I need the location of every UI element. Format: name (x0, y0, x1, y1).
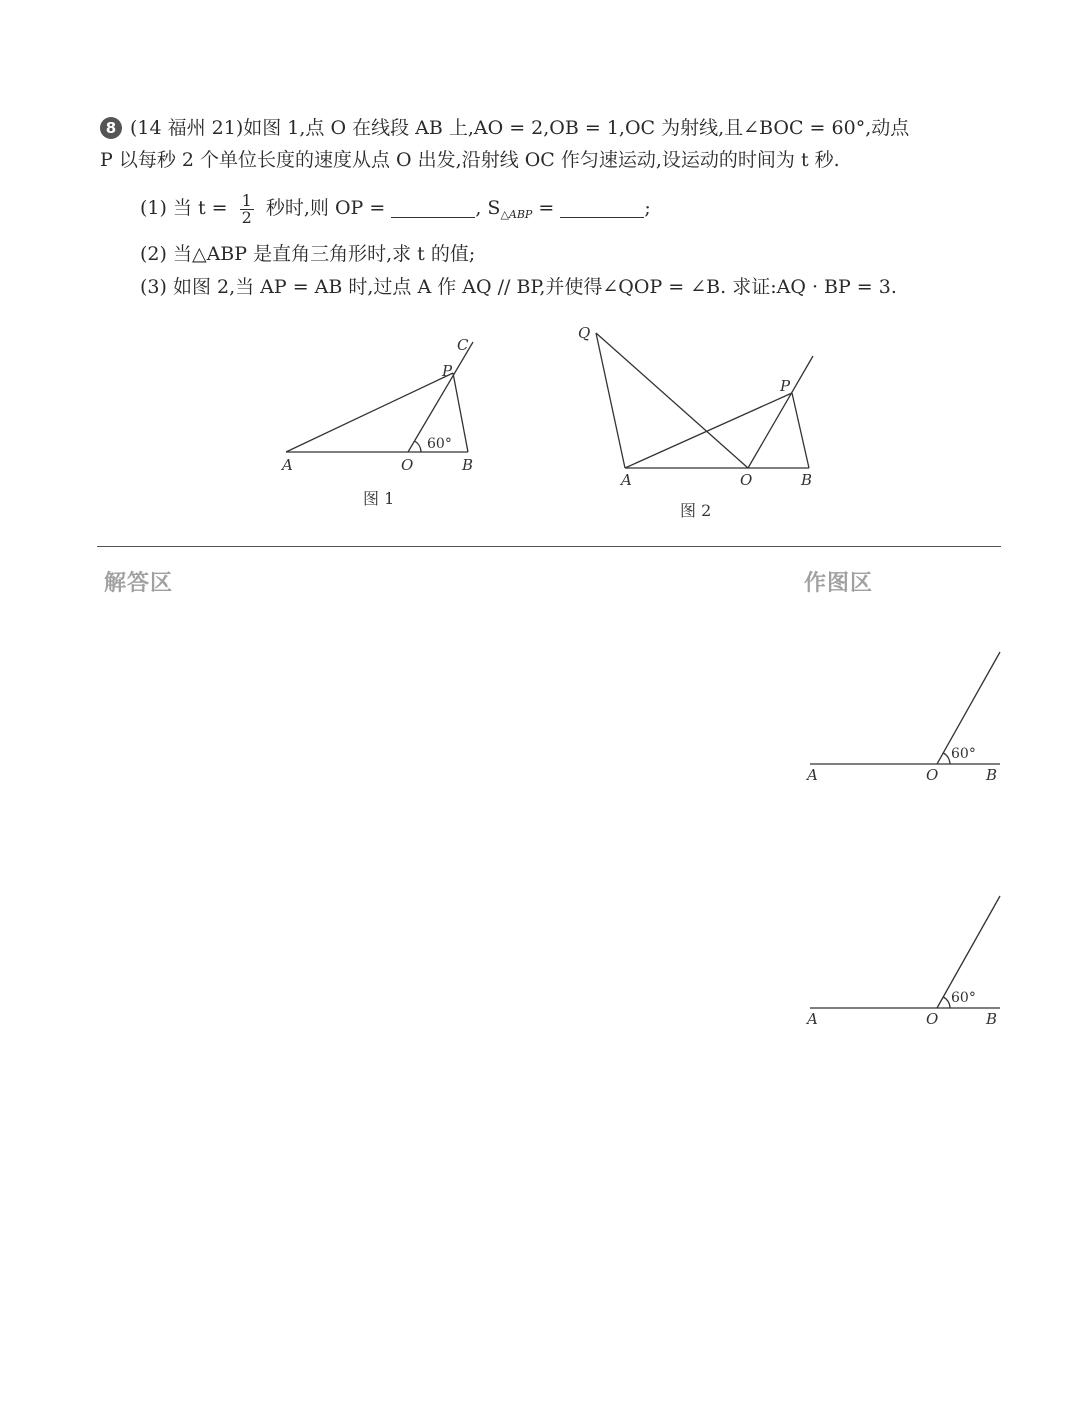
fig2-label-q: Q (578, 324, 591, 342)
q1-text-a: (1) 当 t = (140, 197, 228, 219)
figure-1 (270, 330, 500, 520)
segment-pb (792, 393, 809, 468)
segment-pb (453, 373, 468, 452)
q1-text-c: , S (475, 197, 501, 219)
question-2: (2) 当△ABP 是直角三角形时,求 t 的值; (140, 243, 476, 265)
drawing-figure-1[interactable] (800, 640, 1010, 800)
answer-blank-area[interactable] (560, 197, 644, 218)
q1-text-d: = (538, 197, 555, 219)
draw2-label-o: O (926, 1010, 939, 1028)
drawing-angle-arc (943, 753, 950, 764)
draw2-label-a: A (807, 1010, 818, 1028)
q1-text-e: ; (644, 197, 651, 219)
drawing-area-title: 作图区 (804, 571, 874, 596)
fig1-label-p: P (442, 362, 453, 380)
fig2-label-b: B (801, 471, 813, 489)
fig2-label-a: A (621, 471, 632, 489)
fig1-label-b: B (462, 456, 474, 474)
problem-number-badge: 8 (100, 117, 122, 139)
q1-subscript: △ABP (500, 208, 533, 221)
draw1-label-b: B (986, 766, 998, 784)
answer-area-title: 解答区 (104, 571, 174, 596)
question-3: (3) 如图 2,当 AP = AB 时,过点 A 作 AQ // BP,并使得∠QOP = ∠B. 求证:AQ · BP = 3. (140, 276, 897, 298)
drawing-figure-2[interactable] (800, 884, 1010, 1044)
section-divider (97, 546, 1001, 547)
answer-area[interactable] (100, 610, 780, 1370)
draw1-label-o: O (926, 766, 939, 784)
draw1-angle-label: 60° (951, 746, 976, 762)
draw2-label-b: B (986, 1010, 998, 1028)
fig1-label-o: O (401, 456, 414, 474)
segment-ap (625, 393, 792, 468)
ray-oc (748, 356, 813, 468)
q1-text-b: 秒时,则 OP = (265, 197, 386, 219)
segment-qo (596, 333, 748, 468)
fig2-label-o: O (740, 471, 753, 489)
draw2-angle-label: 60° (951, 990, 976, 1006)
draw1-label-a: A (807, 766, 818, 784)
answer-blank-op[interactable] (391, 197, 475, 218)
fig1-angle-label: 60° (427, 436, 452, 452)
fig2-caption: 图 2 (680, 501, 712, 520)
fraction-numerator: 1 (241, 190, 252, 210)
angle-arc (415, 441, 421, 452)
fig2-label-p: P (780, 377, 791, 395)
question-1 (140, 192, 651, 231)
fraction-one-half (240, 190, 254, 227)
figure-2 (565, 318, 835, 528)
fig1-caption: 图 1 (363, 489, 395, 508)
fraction-denominator: 2 (241, 207, 252, 227)
problem-line-1 (100, 112, 909, 144)
problem-text-1: (14 福州 21)如图 1,点 O 在线段 AB 上,AO = 2,OB = 1,OC 为射线,且∠BOC = 60°,动点 (130, 117, 910, 139)
drawing-angle-arc (943, 997, 950, 1008)
problem-line-2: P 以每秒 2 个单位长度的速度从点 O 出发,沿射线 OC 作匀速运动,设运动的时间为 t 秒. (100, 149, 840, 171)
fig1-label-c: C (457, 336, 469, 354)
segment-qa (596, 333, 625, 468)
fig1-label-a: A (282, 456, 293, 474)
